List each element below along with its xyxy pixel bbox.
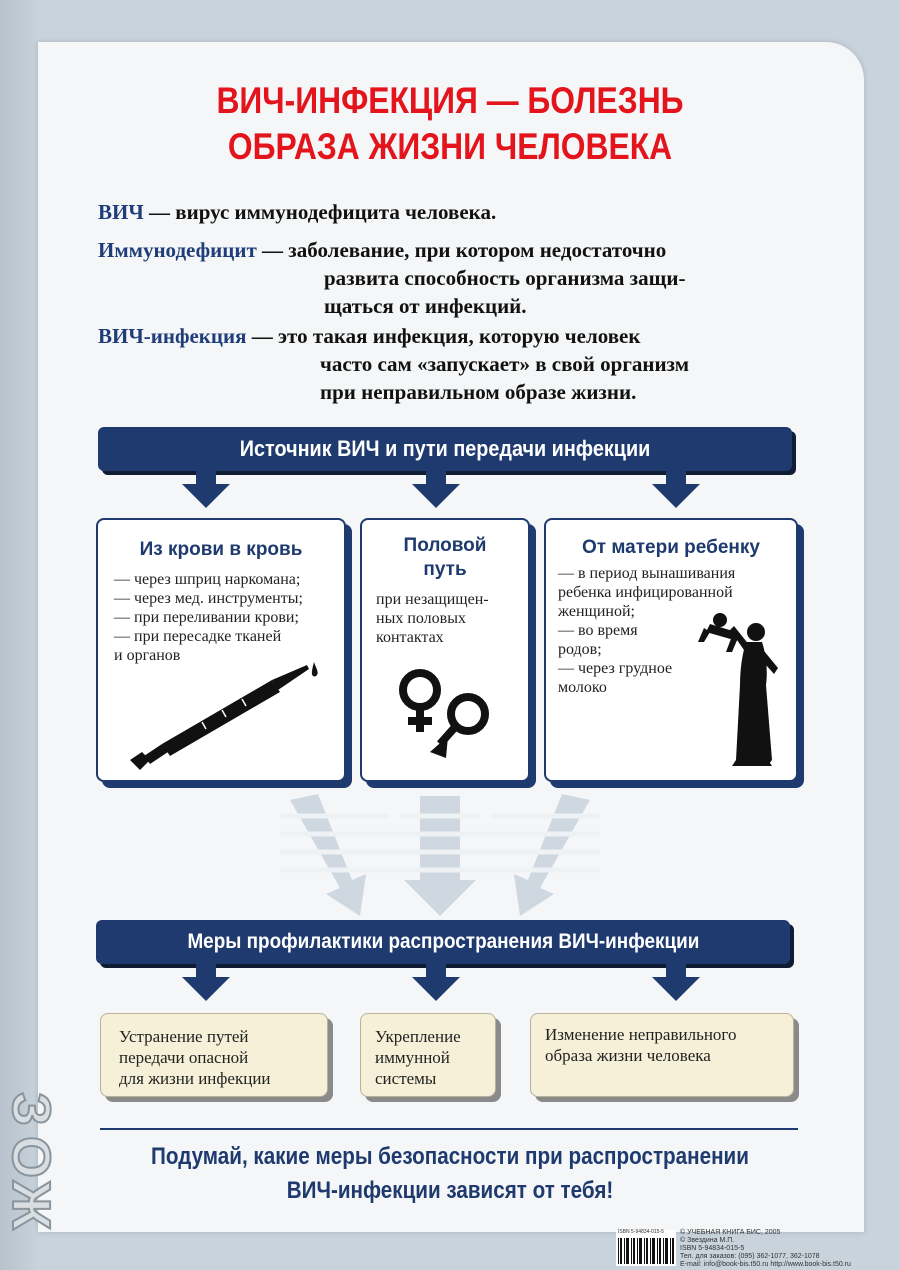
arrow-stem [196, 964, 216, 978]
arrow-stem [666, 964, 686, 978]
title-line-1: ВИЧ-ИНФЕКЦИЯ — БОЛЕЗНЬ [216, 80, 684, 121]
divider [100, 1128, 798, 1130]
barcode [616, 1230, 676, 1266]
arrow-down-icon [652, 977, 700, 1001]
side-strip [0, 0, 38, 1270]
definition-immunodeficiency: Иммунодефицит — заболевание, при котором недостаточно [98, 238, 667, 262]
barcode-number: ISBN 5-94834-015-5 [618, 1229, 664, 1235]
bottom-question: Подумай, какие меры безопасности при распространении ВИЧ-инфекции зависят от тебя! [151, 1143, 749, 1204]
arrow-down-icon [652, 484, 700, 508]
card-blood [96, 518, 346, 782]
definition-hiv-infection: ВИЧ-инфекция — это такая инфекция, которую человек [98, 324, 641, 348]
banner-sources: Источник ВИЧ и пути передачи инфекции [98, 427, 792, 471]
card-blood-text: — через шприц наркомана; — через мед. инструменты; — при переливании крови; — при пересадке тканей и органов [114, 571, 303, 664]
mother-child-icon [696, 610, 792, 770]
title-line-2: ОБРАЗА ЖИЗНИ ЧЕЛОВЕКА [227, 126, 673, 167]
card-mother [544, 518, 798, 782]
card-sexual-text: при незащищен- ных половых контактах [376, 591, 489, 646]
term-hiv-infection: ВИЧ-инфекция [98, 324, 247, 348]
term-hiv: ВИЧ [98, 200, 144, 224]
term-immunodeficiency: Иммунодефицит [98, 238, 257, 262]
syringe-icon [122, 660, 322, 780]
arrow-stem [426, 471, 446, 485]
arrow-stem [426, 964, 446, 978]
definition-hiv: ВИЧ — вирус иммунодефицита человека. [98, 200, 497, 224]
measure-strengthen-immunity: Укрепление иммунной системы [360, 1013, 496, 1097]
measure-eliminate-routes: Устранение путей передачи опасной для жизни инфекции [100, 1013, 328, 1097]
card-sexual-title: Половой путь [403, 535, 487, 580]
side-label-zozh: З О Ж [1, 1092, 61, 1230]
arrow-stem [666, 471, 686, 485]
transition-arrows [270, 790, 610, 920]
card-mother-text: — в период вынашивания ребенка инфицированной женщиной; — во время родов; — через грудное молоко [558, 565, 736, 696]
gender-symbols-icon [390, 666, 500, 758]
arrow-stem [196, 471, 216, 485]
arrow-down-icon [182, 484, 230, 508]
card-mother-title: От матери ребенку [582, 537, 760, 558]
poster-title [63, 78, 837, 170]
arrow-down-icon [412, 484, 460, 508]
publisher-imprint: © УЧЕБНАЯ КНИГА БИС, 2005 © Звездина М.П. ISBN 5-94834-015-5 Тел. для заказов: (095) 362-1077, 362-1078 E-mail: info@book-bis.t50.ru http://www.book-bis.t50.ru [680, 1229, 851, 1268]
card-sexual [360, 518, 530, 782]
measure-change-lifestyle: Изменение неправильного образа жизни человека [530, 1013, 794, 1097]
card-blood-title: Из крови в кровь [139, 539, 303, 560]
arrow-down-icon [412, 977, 460, 1001]
arrow-down-icon [182, 977, 230, 1001]
banner-prevention: Меры профилактики распространения ВИЧ-инфекции [96, 920, 790, 964]
